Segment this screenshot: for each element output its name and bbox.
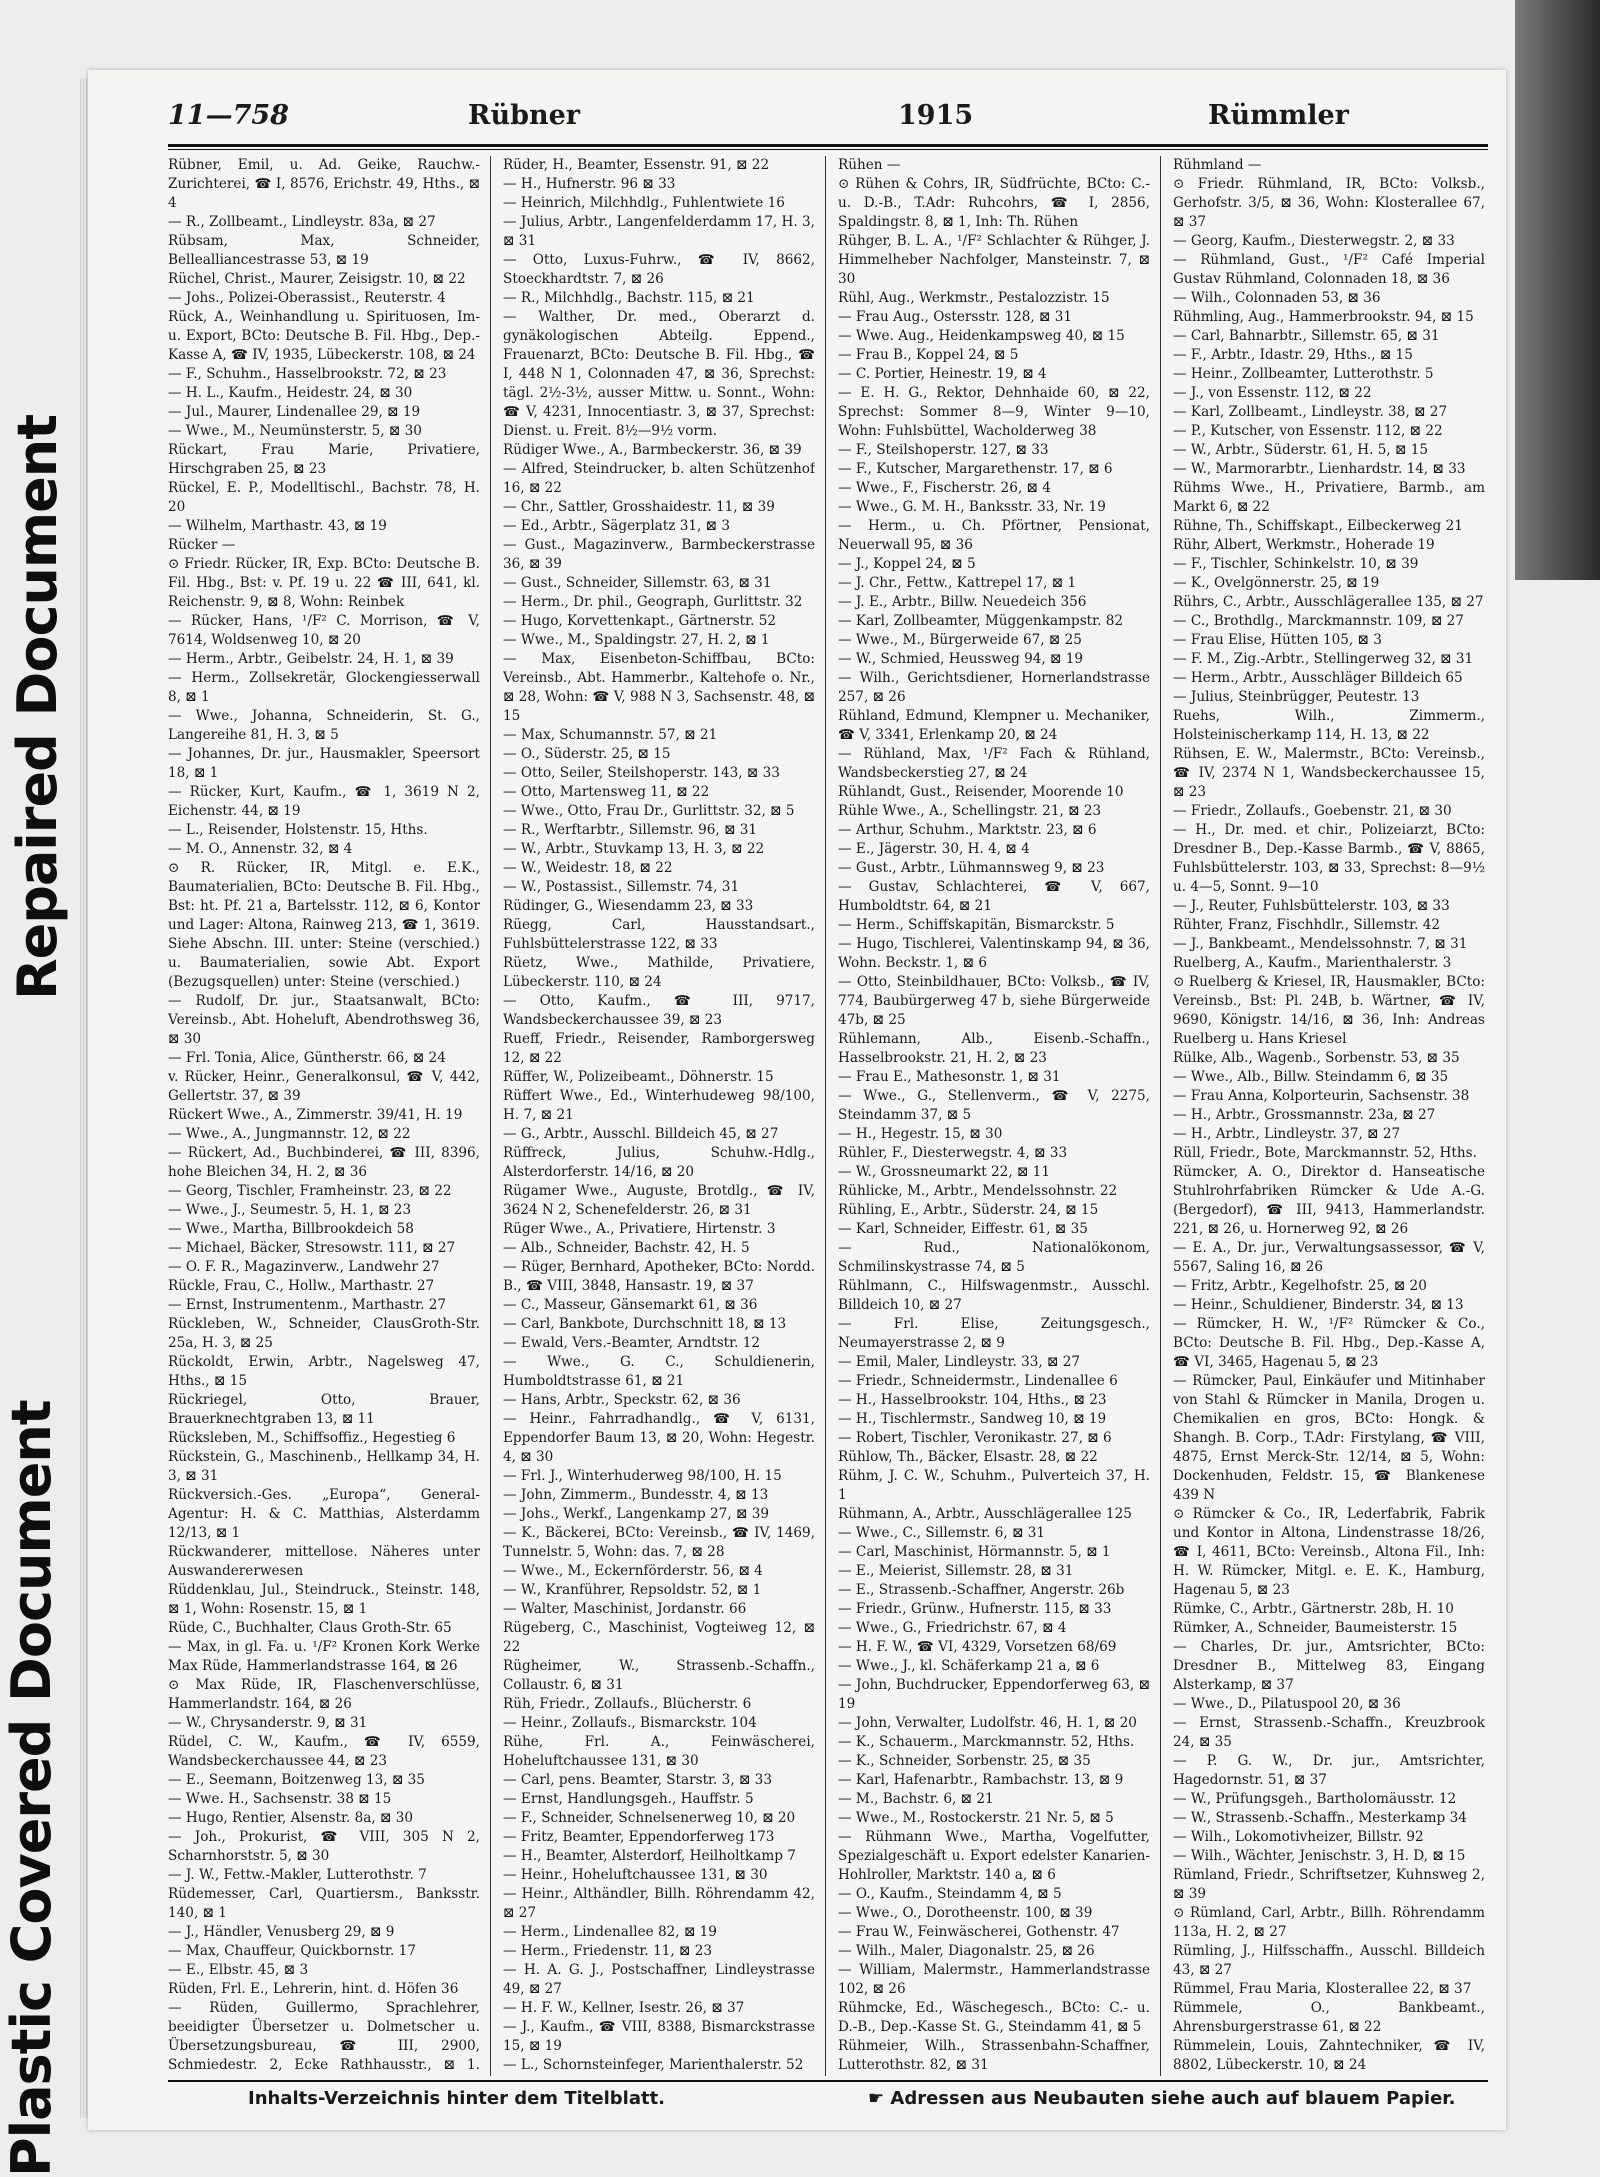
directory-entry: Rühter, Franz, Fischhdlr., Sillemstr. 42 [1173, 917, 1441, 933]
directory-entry: — Herm., Dr. phil., Geograph, Gurlittstr. 32 [503, 594, 803, 610]
directory-entry: — Otto, Kaufm., ☎ III, 9717, Wandsbeckerchaussee 39, ⊠ 23 [503, 993, 815, 1028]
directory-entry: — M., Bachstr. 6, ⊠ 21 [838, 1791, 994, 1807]
directory-entry: — Rümcker, Paul, Einkäufer und Mitinhaber von Stahl & Rümcker in Manila, Drogen u. Chemikalien en gros, BCto: Hongk. & Shangh. B. Corp., T.Adr: Firstylang, ☎ VIII, 4875, Ernst Merck-Str. 12/14, ⊠ 5, Wohn: Dockenhuden, Feldstr. 15, ☎ Blankenese 439 N [1173, 1373, 1485, 1503]
directory-entry: — Frl. Elise, Zeitungsgesch., Neumayerstrasse 2, ⊠ 9 [838, 1316, 1150, 1351]
directory-entry: — L., Reisender, Holstenstr. 15, Hths. [168, 822, 428, 838]
directory-entry: Rümland, Friedr., Schriftsetzer, Kuhnsweg 2, ⊠ 39 [1173, 1867, 1485, 1902]
directory-entry: Ruelberg, A., Kaufm., Marienthalerstr. 3 [1173, 955, 1452, 971]
directory-entry: Ruehs, Wilh., Zimmerm., Holsteinischerkamp 114, H. 13, ⊠ 22 [1173, 708, 1485, 743]
directory-entry: ⊙ Friedr. Rühmland, IR, BCto: Volksb., Gerhofstr. 3/5, ⊠ 36, Wohn: Klosterallee 67, ⊠ 37 [1173, 176, 1485, 230]
first-entry-heading: Rübner [468, 100, 580, 131]
directory-entry: Rühl, Aug., Werkmstr., Pestalozzistr. 15 [838, 290, 1110, 306]
directory-entry: — P., Kutscher, von Essenstr. 112, ⊠ 22 [1173, 423, 1443, 439]
directory-entry: — Herm., Arbtr., Ausschläger Billdeich 65 [1173, 670, 1463, 686]
directory-entry: — Wwe., C., Sillemstr. 6, ⊠ 31 [838, 1525, 1046, 1541]
directory-entry: — R., Milchhdlg., Bachstr. 115, ⊠ 21 [503, 290, 755, 306]
directory-entry: — Hugo, Rentier, Alsenstr. 8a, ⊠ 30 [168, 1810, 414, 1826]
directory-entry: — W., Postassist., Sillemstr. 74, 31 [503, 879, 740, 895]
footer-index-note: Inhalts-Verzeichnis hinter dem Titelblatt. [248, 2088, 666, 2109]
directory-entry: — Alb., Schneider, Bachstr. 42, H. 5 [503, 1240, 750, 1256]
directory-entry: Rüdel, C. W., Kaufm., ☎ IV, 6559, Wandsbeckerchaussee 44, ⊠ 23 [168, 1734, 480, 1769]
column-3 [838, 156, 1150, 2076]
directory-entry: Rühr, Albert, Werkmstr., Hoherade 19 [1173, 537, 1435, 553]
page-number: 11—758 [168, 100, 289, 131]
directory-entry: — F., Steilshoperstr. 127, ⊠ 33 [838, 442, 1049, 458]
directory-entry: Rückoldt, Erwin, Arbtr., Nagelsweg 47, Hths., ⊠ 15 [168, 1354, 480, 1389]
directory-entry: — E. H. G., Rektor, Dehnhaide 60, ⊠ 22, Sprechst: Sommer 8—9, Winter 9—10, Wohn: Fuhlsbüttel, Wacholderweg 38 [838, 385, 1150, 439]
directory-entry: Rümke, C., Arbtr., Gärtnerstr. 28b, H. 10 [1173, 1601, 1454, 1617]
directory-entry: Rückart, Frau Marie, Privatiere, Hirschgraben 25, ⊠ 23 [168, 442, 480, 477]
directory-entry: Rüh, Friedr., Zollaufs., Blücherstr. 6 [503, 1696, 752, 1712]
directory-entry: Rühling, E., Arbtr., Süderstr. 24, ⊠ 15 [838, 1202, 1099, 1218]
column-2 [503, 156, 815, 2076]
directory-entry: — Heinr., Hoheluftchaussee 131, ⊠ 30 [503, 1867, 768, 1883]
directory-entry: Rüddenklau, Jul., Steindruck., Steinstr. 148, ⊠ 1, Wohn: Rosenstr. 15, ⊠ 1 [168, 1582, 480, 1617]
directory-entry: — Wwe., J., Seumestr. 5, H. 1, ⊠ 23 [168, 1202, 412, 1218]
directory-entry: ⊙ Rümland, Carl, Arbtr., Billh. Röhrendamm 113a, H. 2, ⊠ 27 [1173, 1905, 1485, 1940]
directory-entry: Rührs, C., Arbtr., Ausschlägerallee 135, ⊠ 27 [1173, 594, 1484, 610]
directory-entry: — Carl, pens. Beamter, Starstr. 3, ⊠ 33 [503, 1772, 772, 1788]
header-rule [168, 144, 1488, 147]
directory-entry: Rüffer, W., Polizeibeamt., Döhnerstr. 15 [503, 1069, 774, 1085]
directory-entry: — K., Schneider, Sorbenstr. 25, ⊠ 35 [838, 1753, 1091, 1769]
directory-entry: — W., Marmorarbtr., Lienhardstr. 14, ⊠ 33 [1173, 461, 1466, 477]
directory-entry: — W., Chrysanderstr. 9, ⊠ 31 [168, 1715, 368, 1731]
directory-entry: — Rühland, Max, ¹/F² Fach & Rühland, Wandsbeckerstieg 27, ⊠ 24 [838, 746, 1150, 781]
directory-entry: Rückle, Frau, C., Hollw., Marthastr. 27 [168, 1278, 435, 1294]
directory-entry: — Fritz, Beamter, Eppendorferweg 173 [503, 1829, 775, 1845]
directory-entry: — Heinr., Fahrradhandlg., ☎ V, 6131, Eppendorfer Baum 13, ⊠ 20, Wohn: Hegestr. 4, ⊠ 30 [503, 1411, 815, 1465]
directory-entry: — Friedr., Zollaufs., Goebenstr. 21, ⊠ 30 [1173, 803, 1452, 819]
directory-entry: — W., Kranführer, Repsoldstr. 52, ⊠ 1 [503, 1582, 762, 1598]
directory-entry: — H., Hasselbrookstr. 104, Hths., ⊠ 23 [838, 1392, 1107, 1408]
directory-entry: — Heinr., Zollaufs., Bismarckstr. 104 [503, 1715, 757, 1731]
directory-entry: Rühmeier, Wilh., Strassenbahn-Schaffner, Lutterothstr. 82, ⊠ 31 [838, 2038, 1150, 2073]
directory-entry: — H., Arbtr., Grossmannstr. 23a, ⊠ 27 [1173, 1107, 1436, 1123]
directory-entry: Rümmel, Frau Maria, Klosterallee 22, ⊠ 37 [1173, 1981, 1472, 1997]
directory-entry: — Wwe., G., Friedrichstr. 67, ⊠ 4 [838, 1620, 1067, 1636]
directory-entry: — Friedr., Schneidermstr., Lindenallee 6 [838, 1373, 1118, 1389]
directory-entry: — K., Ovelgönnerstr. 25, ⊠ 19 [1173, 575, 1380, 591]
directory-year: 1915 [898, 100, 974, 131]
directory-entry: — Rühmann Wwe., Martha, Vogelfutter, Spezialgeschäft u. Export edelster Kanarien-Hohlroller, Marktstr. 140 a, ⊠ 6 [838, 1829, 1150, 1883]
directory-entry: — Herm., Zollsekretär, Glockengiesserwall 8, ⊠ 1 [168, 670, 480, 705]
directory-entry: — Julius, Arbtr., Langenfelderdamm 17, H. 3, ⊠ 31 [503, 214, 815, 249]
directory-entry: — Heinr., Zollbeamter, Lutterothstr. 5 [1173, 366, 1434, 382]
directory-entry: — Heinr., Schuldiener, Binderstr. 34, ⊠ 13 [1173, 1297, 1464, 1313]
directory-entry: Rühland, Edmund, Klempner u. Mechaniker, ☎ V, 3341, Erlenkamp 20, ⊠ 24 [838, 708, 1150, 743]
directory-entry: — Wwe., M., Eckernförderstr. 56, ⊠ 4 [503, 1563, 763, 1579]
directory-entry: Rüde, C., Buchhalter, Claus Groth-Str. 65 [168, 1620, 452, 1636]
directory-entry: Rümker, A., Schneider, Baumeisterstr. 15 [1173, 1620, 1458, 1636]
directory-entry: — F., Schuhm., Hasselbrookstr. 72, ⊠ 23 [168, 366, 447, 382]
page-footer [168, 2080, 1488, 2109]
entry-columns [168, 156, 1488, 2076]
directory-entry: — Gust., Schneider, Sillemstr. 63, ⊠ 31 [503, 575, 772, 591]
directory-entry: Rühms Wwe., H., Privatiere, Barmb., am Markt 6, ⊠ 22 [1173, 480, 1485, 515]
directory-entry: ⊙ Ruelberg & Kriesel, IR, Hausmakler, BCto: Vereinsb., Bst: Pl. 24B, b. Wärtner, ☎ IV, 9690, Königstr. 14/16, ⊠ 36, Inh: Andreas Ruelberg u. Hans Kriesel [1173, 974, 1485, 1047]
directory-entry: Rühlmann, C., Hilfswagenmstr., Ausschl. Billdeich 10, ⊠ 27 [838, 1278, 1150, 1313]
directory-entry: — Rüger, Bernhard, Apotheker, BCto: Nordd. B., ☎ VIII, 3848, Hansastr. 19, ⊠ 37 [503, 1259, 815, 1294]
directory-entry: — H., Hegestr. 15, ⊠ 30 [838, 1126, 1003, 1142]
directory-entry: — Walther, Dr. med., Oberarzt d. gynäkologischen Abteilg. Eppend., Frauenarzt, BCto: Deutsche B. Fil. Hbg., ☎ I, 448 N 1, Colonnaden 47, ⊠ 36, Sprechst: tägl. 2½-3½, ausser Mittw. u. Sonnt., Wohn: ☎ V, 4231, Innocentiastr. 3, ⊠ 37, Sprechst: Dienst. u. Freit. 8½—9½ vorm. [503, 309, 815, 439]
directory-entry: — Otto, Steinbildhauer, BCto: Volksb., ☎ IV, 774, Baubürgerweg 47 b, siehe Bürgerweide 47b, ⊠ 25 [838, 974, 1150, 1028]
directory-entry: Rüder, H., Beamter, Essenstr. 91, ⊠ 22 [503, 157, 770, 173]
directory-entry: — H., Hufnerstr. 96 ⊠ 33 [503, 176, 676, 192]
directory-entry: — O., Kaufm., Steindamm 4, ⊠ 5 [838, 1886, 1062, 1902]
directory-entry: — Hugo, Korvettenkapt., Gärtnerstr. 52 [503, 613, 777, 629]
directory-entry: — C., Brothdlg., Marckmannstr. 109, ⊠ 27 [1173, 613, 1464, 629]
directory-entry: Rühsen, E. W., Malermstr., BCto: Vereinsb., ☎ IV, 2374 N 1, Wandsbeckerchaussee 15, ⊠ 23 [1173, 746, 1485, 800]
directory-entry: — J., von Essenstr. 112, ⊠ 22 [1173, 385, 1372, 401]
directory-entry: — Wwe., Alb., Billw. Steindamm 6, ⊠ 35 [1173, 1069, 1449, 1085]
directory-entry: Rückert Wwe., A., Zimmerstr. 39/41, H. 19 [168, 1107, 463, 1123]
directory-entry: Rühe, Frl. A., Feinwäscherei, Hoheluftchaussee 131, ⊠ 30 [503, 1734, 815, 1769]
directory-entry: — J., Koppel 24, ⊠ 5 [838, 556, 976, 572]
directory-entry: — Max, Schumannstr. 57, ⊠ 21 [503, 727, 718, 743]
directory-entry: — Herm., Friedenstr. 11, ⊠ 23 [503, 1943, 713, 1959]
directory-entry: — Frau Anna, Kolporteurin, Sachsenstr. 38 [1173, 1088, 1470, 1104]
directory-entry: Rückriegel, Otto, Brauer, Brauerknechtgraben 13, ⊠ 11 [168, 1392, 480, 1427]
directory-entry: — Charles, Dr. jur., Amtsrichter, BCto: Dresdner B., Mittelweg 83, Eingang Alsterkamp, ⊠ 37 [1173, 1639, 1485, 1693]
directory-entry: Rück, A., Weinhandlung u. Spirituosen, Im- u. Export, BCto: Deutsche B. Fil. Hbg., Dep.-Kasse A, ☎ IV, 1935, Lübeckerstr. 108, ⊠ 24 [168, 309, 480, 363]
column-divider [1160, 156, 1161, 2076]
directory-entry: — Wilh., Wächter, Jenischstr. 3, H. D, ⊠ 15 [1173, 1848, 1466, 1864]
directory-entry: — W., Strassenb.-Schaffn., Mesterkamp 34 [1173, 1810, 1467, 1826]
directory-entry: — Otto, Luxus-Fuhrw., ☎ IV, 8662, Stoeckhardtstr. 7, ⊠ 26 [503, 252, 815, 287]
directory-entry: — F., Tischler, Schinkelstr. 10, ⊠ 39 [1173, 556, 1419, 572]
directory-entry: — Wilh., Maler, Diagonalstr. 25, ⊠ 26 [838, 1943, 1095, 1959]
directory-entry: — William, Malermstr., Hammerlandstrasse 102, ⊠ 26 [838, 1962, 1150, 1997]
directory-entry: — Fritz, Arbtr., Kegelhofstr. 25, ⊠ 20 [1173, 1278, 1427, 1294]
directory-entry: — H., Dr. med. et chir., Polizeiarzt, BCto: Dresdner B., Dep.-Kasse Barmb., ☎ V, 8865, Fuhlsbüttelerstr. 103, ⊠ 33, Sprechst: 8—9½ u. 4—5, Sonnt. 9—10 [1173, 822, 1485, 895]
directory-entry: — M. O., Annenstr. 32, ⊠ 4 [168, 841, 353, 857]
directory-entry: Rühger, B. L. A., ¹/F² Schlachter & Rühger, J. Himmelheber Nachfolger, Mansteinstr. 7, ⊠ 30 [838, 233, 1150, 287]
directory-entry: — R., Werftarbtr., Sillemstr. 96, ⊠ 31 [503, 822, 758, 838]
directory-entry: Rühlow, Th., Bäcker, Elsastr. 28, ⊠ 22 [838, 1449, 1098, 1465]
directory-entry: — Frl. J., Winterhuderweg 98/100, H. 15 [503, 1468, 782, 1484]
directory-entry: — J., Kaufm., ☎ VIII, 8388, Bismarckstrasse 15, ⊠ 19 [503, 2019, 815, 2054]
directory-entry: Rübner, Emil, u. Ad. Geike, Rauchw.-Zurichterei, ☎ I, 8576, Erichstr. 49, Hths., ⊠ 4 [168, 157, 480, 211]
directory-entry: — Julius, Steinbrügger, Peutestr. 13 [1173, 689, 1420, 705]
directory-entry: — E., Meierist, Sillemstr. 28, ⊠ 31 [838, 1563, 1074, 1579]
directory-entry [1173, 2075, 1485, 2076]
directory-entry: Rümmele, O., Bankbeamt., Ahrensburgerstrasse 61, ⊠ 22 [1173, 2000, 1485, 2035]
directory-entry: — Rüden, Guillermo, Sprachlehrer, beeidigter Übersetzer u. Dolmetscher u. Übersetzungsbureau, ☎ III, 2900, Schmiedestr. 2, Ecke Rathhausstr., ⊠ 1. [168, 2000, 480, 2073]
directory-entry: — Wwe., A., Jungmannstr. 12, ⊠ 22 [168, 1126, 411, 1142]
directory-entry: — Otto, Seiler, Steilshoperstr. 143, ⊠ 33 [503, 765, 780, 781]
directory-entry: — Chr., Sattler, Grosshaidestr. 11, ⊠ 39 [503, 499, 775, 515]
directory-entry: — Heinrich, Milchhdlg., Fuhlentwiete 16 [503, 195, 785, 211]
directory-entry: — Gust., Magazinverw., Barmbeckerstrasse 36, ⊠ 39 [503, 537, 815, 572]
directory-entry: — Rücker, Kurt, Kaufm., ☎ 1, 3619 N 2, Eichenstr. 44, ⊠ 19 [168, 784, 480, 819]
page-header [168, 100, 1468, 144]
directory-entry: — Rückert, Ad., Buchbinderei, ☎ III, 8396, hohe Bleichen 34, H. 2, ⊠ 36 [168, 1145, 480, 1180]
directory-entry: ⊙ R. Rücker, IR, Mitgl. e. E.K., Baumaterialien, BCto: Deutsche B. Fil. Hbg., Bst: ht. Pf. 21 a, Bartelsstr. 112, ⊠ 6, Kontor und Lager: Altona, Rainweg 213, ☎ 1, 3619. Siehe Abschn. III. unter: Steine (verschied.) u. Baumaterialien, sowie Abt. Export (Bezugsquellen) unter: Steine (verschied.) [168, 860, 480, 990]
directory-entry: — Wwe., G. M. H., Banksstr. 33, Nr. 19 [838, 499, 1106, 515]
directory-entry: — Johannes, Dr. jur., Hausmakler, Speersort 18, ⊠ 1 [168, 746, 480, 781]
directory-entry: Rüffreck, Julius, Schuhw.-Hdlg., Alsterdorferstr. 14/16, ⊠ 20 [503, 1145, 815, 1180]
directory-entry: — F. M., Zig.-Arbtr., Stellingerweg 32, ⊠ 31 [1173, 651, 1474, 667]
directory-entry: — Michael, Bäcker, Stresowstr. 111, ⊠ 27 [168, 1240, 456, 1256]
header-rule-thin [168, 149, 1488, 150]
directory-entry: — W., Arbtr., Stuvkamp 13, H. 3, ⊠ 22 [503, 841, 765, 857]
directory-entry: — Rücker, Hans, ¹/F² C. Morrison, ☎ V, 7614, Woldsenweg 10, ⊠ 20 [168, 613, 480, 648]
directory-entry: Rühler, F., Diesterwegstr. 4, ⊠ 33 [838, 1145, 1068, 1161]
directory-entry: — John, Buchdrucker, Eppendorferweg 63, ⊠ 19 [838, 1677, 1150, 1712]
directory-entry: — J. Chr., Fettw., Kattrepel 17, ⊠ 1 [838, 575, 1077, 591]
directory-entry: — Alfred, Steindrucker, b. alten Schützenhof 16, ⊠ 22 [503, 461, 815, 496]
directory-entry: — Wilh., Gerichtsdiener, Hornerlandstrasse 257, ⊠ 26 [838, 670, 1150, 705]
directory-page [88, 70, 1506, 2130]
directory-entry: — J., Händler, Venusberg 29, ⊠ 9 [168, 1924, 395, 1940]
directory-entry: Rühne, Th., Schiffskapt., Eilbeckerweg 21 [1173, 518, 1463, 534]
directory-entry: — Frau W., Feinwäscherei, Gothenstr. 47 [838, 1924, 1120, 1940]
directory-entry: Rühen — [838, 157, 901, 173]
directory-entry: — Walter, Maschinist, Jordanstr. 66 [503, 1601, 747, 1617]
directory-entry: ⊙ Rühen & Cohrs, IR, Südfrüchte, BCto: C.- u. D.-B., T.Adr: Ruhcohrs, ☎ I, 2856, Spaldingstr. 8, ⊠ 1, Inh: Th. Rühen [838, 176, 1150, 230]
directory-entry: Rückversich.-Ges. „Europa“, General-Agentur: H. & C. Matthias, Alsterdamm 12/13, ⊠ 1 [168, 1487, 480, 1541]
directory-entry: — Max, Chauffeur, Quickbornstr. 17 [168, 1943, 416, 1959]
column-divider [490, 156, 491, 2076]
directory-entry: Rühlandt, Gust., Reisender, Moorende 10 [838, 784, 1124, 800]
directory-entry: — J. W., Fettw.-Makler, Lutterothstr. 7 [168, 1867, 427, 1883]
directory-entry: — Frau Elise, Hütten 105, ⊠ 3 [1173, 632, 1382, 648]
directory-entry: — Arthur, Schuhm., Marktstr. 23, ⊠ 6 [838, 822, 1097, 838]
directory-entry: Rümling, J., Hilfsschaffn., Ausschl. Billdeich 43, ⊠ 27 [1173, 1943, 1485, 1978]
column-4 [1173, 156, 1485, 2076]
directory-entry: — C., Masseur, Gänsemarkt 61, ⊠ 36 [503, 1297, 758, 1313]
directory-entry: Rüdemesser, Carl, Quartiersm., Banksstr. 140, ⊠ 1 [168, 1886, 480, 1921]
directory-entry: — Wwe., F., Fischerstr. 26, ⊠ 4 [838, 480, 1051, 496]
directory-entry: ⊙ Rümcker & Co., IR, Lederfabrik, Fabrik und Kontor in Altona, Lindenstrasse 18/26, ☎ I, 4611, BCto: Vereinsb., Altona Fil., Inh: H. W. Rümcker, Mitgl. e. E. K., Hamburg, Hagenau 5, ⊠ 23 [1173, 1506, 1485, 1598]
directory-entry: — O. F. R., Magazinverw., Landwehr 27 [168, 1259, 440, 1275]
directory-entry: — Georg, Kaufm., Diesterwegstr. 2, ⊠ 33 [1173, 233, 1455, 249]
directory-entry: — O., Süderstr. 25, ⊠ 15 [503, 746, 671, 762]
directory-entry: — Wilh., Lokomotivheizer, Billstr. 92 [1173, 1829, 1424, 1845]
directory-entry: — F., Schneider, Schnelsenerweg 10, ⊠ 20 [503, 1810, 796, 1826]
directory-entry [838, 2075, 1150, 2076]
directory-entry: — H., Beamter, Alsterdorf, Heilholtkamp 7 [503, 1848, 796, 1864]
directory-entry: Rügamer Wwe., Auguste, Brotdlg., ☎ IV, 3624 N 2, Schenefelderstr. 26, ⊠ 31 [503, 1183, 815, 1218]
directory-entry: — Karl, Schneider, Eiffestr. 61, ⊠ 35 [838, 1221, 1088, 1237]
directory-entry: — Wwe., M., Spaldingstr. 27, H. 2, ⊠ 1 [503, 632, 770, 648]
directory-entry: — Emil, Maler, Lindleystr. 33, ⊠ 27 [838, 1354, 1081, 1370]
directory-entry: Rühmann, A., Arbtr., Ausschlägerallee 125 [838, 1506, 1132, 1522]
directory-entry: — Ewald, Vers.-Beamter, Arndtstr. 12 [503, 1335, 761, 1351]
directory-entry: — H. A. G. J., Postschaffner, Lindleystrasse 49, ⊠ 27 [503, 1962, 815, 1997]
directory-entry: — Max, Eisenbeton-Schiffbau, BCto: Vereinsb., Abt. Hammerbr., Kaltehofe o. Nr., ⊠ 28, Wohn: ☎ V, 988 N 3, Sachsenstr. 48, ⊠ 15 [503, 651, 815, 724]
directory-entry: — Max, in gl. Fa. u. ¹/F² Kronen Kork Werke Max Rüde, Hammerlandstrasse 164, ⊠ 26 [168, 1639, 480, 1674]
directory-entry: — Wwe., M., Bürgerweide 67, ⊠ 25 [838, 632, 1082, 648]
directory-entry: — Herm., Arbtr., Geibelstr. 24, H. 1, ⊠ 39 [168, 651, 454, 667]
directory-entry: — Johs., Werkf., Langenkamp 27, ⊠ 39 [503, 1506, 769, 1522]
directory-entry: — Wwe., Martha, Billbrookdeich 58 [168, 1221, 414, 1237]
column-divider [825, 156, 826, 2076]
directory-entry: Rühmcke, Ed., Wäschegesch., BCto: C.- u. D.-B., Dep.-Kasse St. G., Steindamm 41, ⊠ 5 [838, 2000, 1150, 2035]
footer-new-buildings-note: ☛ Adressen aus Neubauten siehe auch auf blauem Papier. [868, 2088, 1456, 2109]
scanner-edge [1515, 0, 1600, 580]
directory-entry: — Joh., Prokurist, ☎ VIII, 305 N 2, Scharnhorststr. 5, ⊠ 30 [168, 1829, 480, 1864]
directory-entry: — Jul., Maurer, Lindenallee 29, ⊠ 19 [168, 404, 421, 420]
directory-entry: — Rümcker, H. W., ¹/F² Rümcker & Co., BCto: Deutsche B. Fil. Hbg., Dep.-Kasse A, ☎ VI, 3465, Hagenau 5, ⊠ 23 [1173, 1316, 1485, 1370]
directory-entry: — Hans, Arbtr., Speckstr. 62, ⊠ 36 [503, 1392, 741, 1408]
directory-entry: — Herm., Lindenallee 82, ⊠ 19 [503, 1924, 717, 1940]
directory-entry: — Gustav, Schlachterei, ☎ V, 667, Humboldtstr. 64, ⊠ 21 [838, 879, 1150, 914]
directory-entry: — Rud., Nationalökonom, Schmilinskystrasse 74, ⊠ 5 [838, 1240, 1150, 1275]
directory-entry: Rückleben, W., Schneider, ClausGroth-Str. 25a, H. 3, ⊠ 25 [168, 1316, 480, 1351]
directory-entry: — E., Elbstr. 45, ⊠ 3 [168, 1962, 309, 1978]
directory-entry: Rueff, Friedr., Reisender, Ramborgersweg 12, ⊠ 22 [503, 1031, 815, 1066]
directory-entry: v. Rücker, Heinr., Generalkonsul, ☎ V, 442, Gellertstr. 37, ⊠ 39 [168, 1069, 480, 1104]
directory-entry: Rücksleben, M., Schiffsoffiz., Hegestieg 6 [168, 1430, 456, 1446]
directory-entry: Rümcker, A. O., Direktor d. Hanseatische Stuhlrohrfabriken Rümcker & Ude A.-G. (Bergedorf), ☎ III, 9413, Hammerlandstr. 221, ⊠ 26, u. Hornerweg 92, ⊠ 26 [1173, 1164, 1485, 1237]
directory-entry: — Wwe. Aug., Heidenkampsweg 40, ⊠ 15 [838, 328, 1125, 344]
directory-entry: — E. A., Dr. jur., Verwaltungsassessor, ☎ V, 5567, Saling 16, ⊠ 26 [1173, 1240, 1485, 1275]
directory-entry: Rüegg, Carl, Hausstandsart., Fuhlsbüttelerstrasse 122, ⊠ 33 [503, 917, 815, 952]
directory-entry: — Wwe., M., Rostockerstr. 21 Nr. 5, ⊠ 5 [838, 1810, 1114, 1826]
directory-entry: Rüger Wwe., A., Privatiere, Hirtenstr. 3 [503, 1221, 776, 1237]
directory-entry: Rülke, Alb., Wagenb., Sorbenstr. 53, ⊠ 35 [1173, 1050, 1460, 1066]
directory-entry: — Otto, Martensweg 11, ⊠ 22 [503, 784, 710, 800]
directory-entry: Rügeberg, C., Maschinist, Vogteiweg 12, ⊠ 22 [503, 1620, 815, 1655]
directory-entry: — Rudolf, Dr. jur., Staatsanwalt, BCto: Vereinsb., Abt. Hoheluft, Abendrothsweg 36, ⊠ 30 [168, 993, 480, 1047]
directory-entry: Rühlicke, M., Arbtr., Mendelssohnstr. 22 [838, 1183, 1118, 1199]
directory-entry: — R., Zollbeamt., Lindleystr. 83a, ⊠ 27 [168, 214, 436, 230]
directory-entry: Rühle Wwe., A., Schellingstr. 21, ⊠ 23 [838, 803, 1102, 819]
directory-entry: — Wwe., G., Stellenverm., ☎ V, 2275, Steindamm 37, ⊠ 5 [838, 1088, 1150, 1123]
directory-entry: — Gust., Arbtr., Lühmannsweg 9, ⊠ 23 [838, 860, 1105, 876]
directory-entry: — Frau Aug., Ostersstr. 128, ⊠ 31 [838, 309, 1073, 325]
directory-entry: Rücker — [168, 537, 236, 553]
directory-entry: — W., Schmied, Heussweg 94, ⊠ 19 [838, 651, 1084, 667]
directory-entry: — Rühmland, Gust., ¹/F² Café Imperial Gustav Rühmland, Colonnaden 18, ⊠ 36 [1173, 252, 1485, 287]
directory-entry: Rübsam, Max, Schneider, Bellealliancestrasse 53, ⊠ 19 [168, 233, 480, 268]
directory-entry: — Wwe., M., Neumünsterstr. 5, ⊠ 30 [168, 423, 422, 439]
directory-entry: Rüdinger, G., Wiesendamm 23, ⊠ 33 [503, 898, 754, 914]
directory-entry: — H. F. W., Kellner, Isestr. 26, ⊠ 37 [503, 2000, 745, 2016]
directory-entry: Rügheimer, W., Strassenb.-Schaffn., Collaustr. 6, ⊠ 31 [503, 1658, 815, 1693]
directory-entry: Rückstein, G., Maschinenb., Hellkamp 34, H. 3, ⊠ 31 [168, 1449, 480, 1484]
directory-entry: — Heinr., Althändler, Billh. Röhrendamm 42, ⊠ 27 [503, 1886, 815, 1921]
directory-entry: — Hugo, Tischlerei, Valentinskamp 94, ⊠ 36, Wohn. Beckstr. 1, ⊠ 6 [838, 936, 1150, 971]
directory-entry: — K., Bäckerei, BCto: Vereinsb., ☎ IV, 1469, Tunnelstr. 5, Wohn: das. 7, ⊠ 28 [503, 1525, 815, 1560]
directory-entry: — W., Prüfungsgeh., Bartholomäusstr. 12 [1173, 1791, 1457, 1807]
directory-entry: — Wwe. H., Sachsenstr. 38 ⊠ 15 [168, 1791, 392, 1807]
directory-entry: ⊙ Friedr. Rücker, IR, Exp. BCto: Deutsche B. Fil. Hbg., Bst: v. Pf. 19 u. 22 ☎ III, 641, kl. Reichenstr. 9, ⊠ 8, Wohn: Reinbek [168, 556, 480, 610]
directory-entry: — H. L., Kaufm., Heidestr. 24, ⊠ 30 [168, 385, 413, 401]
directory-entry: Rümmelein, Louis, Zahntechniker, ☎ IV, 8802, Lübeckerstr. 10, ⊠ 24 [1173, 2038, 1485, 2073]
directory-entry: — Frau B., Koppel 24, ⊠ 5 [838, 347, 1019, 363]
directory-entry: — W., Arbtr., Süderstr. 61, H. 5, ⊠ 15 [1173, 442, 1429, 458]
directory-entry: Rüchel, Christ., Maurer, Zeisigstr. 10, ⊠ 22 [168, 271, 466, 287]
directory-entry: — Frl. Tonia, Alice, Güntherstr. 66, ⊠ 24 [168, 1050, 446, 1066]
directory-entry: Rückwanderer, mittellose. Näheres unter Auswandererwesen [168, 1544, 480, 1579]
directory-entry: — Karl, Zollbeamter, Müggenkampstr. 82 [838, 613, 1124, 629]
directory-entry: Rühlemann, Alb., Eisenb.-Schaffn., Hasselbrookstr. 21, H. 2, ⊠ 23 [838, 1031, 1150, 1066]
side-label-repaired: Repaired Document [6, 414, 69, 1000]
column-1 [168, 156, 480, 2076]
directory-entry: — Johs., Polizei-Oberassist., Reuterstr. 4 [168, 290, 446, 306]
directory-entry: — Wwe., O., Dorotheenstr. 100, ⊠ 39 [838, 1905, 1093, 1921]
directory-entry: — Herm., Schiffskapitän, Bismarckstr. 5 [838, 917, 1115, 933]
directory-entry: — Frau E., Mathesonstr. 1, ⊠ 31 [838, 1069, 1061, 1085]
directory-entry: ⊙ Max Rüde, IR, Flaschenverschlüsse, Hammerlandstr. 164, ⊠ 26 [168, 1677, 480, 1712]
directory-entry: — E., Strassenb.-Schaffner, Angerstr. 26b [838, 1582, 1125, 1598]
last-entry-heading: Rümmler [1208, 100, 1349, 131]
directory-entry: — E., Jägerstr. 30, H. 4, ⊠ 4 [838, 841, 1030, 857]
directory-entry: — Wwe., Johanna, Schneiderin, St. G., Langereihe 81, H. 3, ⊠ 5 [168, 708, 480, 743]
directory-entry: Rüll, Friedr., Bote, Marckmannstr. 52, Hths. [1173, 1145, 1477, 1161]
directory-entry: — John, Zimmerm., Bundesstr. 4, ⊠ 13 [503, 1487, 769, 1503]
directory-entry: — John, Verwalter, Ludolfstr. 46, H. 1, ⊠ 20 [838, 1715, 1137, 1731]
directory-entry [503, 2075, 815, 2076]
directory-entry: — Carl, Bahnarbtr., Sillemstr. 65, ⊠ 31 [1173, 328, 1440, 344]
directory-entry: — J. E., Arbtr., Billw. Neuedeich 356 [838, 594, 1087, 610]
directory-entry: — H. F. W., ☎ VI, 4329, Vorsetzen 68/69 [838, 1639, 1117, 1655]
directory-entry: — Robert, Tischler, Veronikastr. 27, ⊠ 6 [838, 1430, 1112, 1446]
directory-entry: — Wilh., Colonnaden 53, ⊠ 36 [1173, 290, 1381, 306]
directory-entry: — Herm., u. Ch. Pförtner, Pensionat, Neuerwall 95, ⊠ 36 [838, 518, 1150, 553]
directory-entry: — J., Reuter, Fuhlsbüttelerstr. 103, ⊠ 33 [1173, 898, 1450, 914]
directory-entry: — Wwe., D., Pilatuspool 20, ⊠ 36 [1173, 1696, 1401, 1712]
directory-entry: Rühmland — [1173, 157, 1262, 173]
directory-entry: — Friedr., Grünw., Hufnerstr. 115, ⊠ 33 [838, 1601, 1112, 1617]
directory-entry: Rückel, E. P., Modelltischl., Bachstr. 78, H. 20 [168, 480, 480, 515]
directory-entry: — J., Bankbeamt., Mendelssohnstr. 7, ⊠ 31 [1173, 936, 1468, 952]
directory-entry: — Ernst, Strassenb.-Schaffn., Kreuzbrook 24, ⊠ 35 [1173, 1715, 1485, 1750]
directory-entry: — P. G. W., Dr. jur., Amtsrichter, Hagedornstr. 51, ⊠ 37 [1173, 1753, 1485, 1788]
directory-entry: — F., Kutscher, Margarethenstr. 17, ⊠ 6 [838, 461, 1113, 477]
directory-entry: — F., Arbtr., Idastr. 29, Hths., ⊠ 15 [1173, 347, 1413, 363]
directory-entry: Rühm, J. C. W., Schuhm., Pulverteich 37, H. 1 [838, 1468, 1150, 1503]
directory-entry: — Wwe., G. C., Schuldienerin, Humboldtstrasse 61, ⊠ 21 [503, 1354, 815, 1389]
directory-entry: Rüetz, Wwe., Mathilde, Privatiere, Lübeckerstr. 110, ⊠ 24 [503, 955, 815, 990]
directory-entry: Rüdiger Wwe., A., Barmbeckerstr. 36, ⊠ 39 [503, 442, 802, 458]
directory-entry: — W., Weidestr. 18, ⊠ 22 [503, 860, 673, 876]
directory-entry: — G., Arbtr., Ausschl. Billdeich 45, ⊠ 27 [503, 1126, 779, 1142]
directory-entry: — H., Arbtr., Lindleystr. 37, ⊠ 27 [1173, 1126, 1401, 1142]
directory-entry: — L., Schornsteinfeger, Marienthalerstr. 52 [503, 2057, 804, 2073]
directory-entry: — Carl, Bankbote, Durchschnitt 18, ⊠ 13 [503, 1316, 787, 1332]
directory-entry: — Ed., Arbtr., Sägerplatz 31, ⊠ 3 [503, 518, 731, 534]
directory-entry: Rüffert Wwe., Ed., Winterhudeweg 98/100, H. 7, ⊠ 21 [503, 1088, 815, 1123]
directory-entry: Rühmling, Aug., Hammerbrookstr. 94, ⊠ 15 [1173, 309, 1474, 325]
directory-entry: — Georg, Tischler, Framheinstr. 23, ⊠ 22 [168, 1183, 452, 1199]
directory-entry: — C. Portier, Heinestr. 19, ⊠ 4 [838, 366, 1047, 382]
directory-entry: — W., Grossneumarkt 22, ⊠ 11 [838, 1164, 1050, 1180]
directory-entry: — Wilhelm, Marthastr. 43, ⊠ 19 [168, 518, 387, 534]
directory-entry: — Wwe., J., kl. Schäferkamp 21 a, ⊠ 6 [838, 1658, 1100, 1674]
directory-entry: — Carl, Maschinist, Hörmannstr. 5, ⊠ 1 [838, 1544, 1111, 1560]
directory-entry: — Karl, Zollbeamt., Lindleystr. 38, ⊠ 27 [1173, 404, 1448, 420]
directory-entry: — Wwe., Otto, Frau Dr., Gurlittstr. 32, ⊠ 5 [503, 803, 795, 819]
directory-entry: — K., Schauerm., Marckmannstr. 52, Hths. [838, 1734, 1135, 1750]
directory-entry: — Ernst, Handlungsgeh., Hauffstr. 5 [503, 1791, 754, 1807]
directory-entry: — E., Seemann, Boitzenweg 13, ⊠ 35 [168, 1772, 425, 1788]
directory-entry: — H., Tischlermstr., Sandweg 10, ⊠ 19 [838, 1411, 1107, 1427]
directory-entry: — Ernst, Instrumentenm., Marthastr. 27 [168, 1297, 447, 1313]
side-label-plastic: Plastic Covered Document [0, 1400, 63, 2177]
directory-entry: Rüden, Frl. E., Lehrerin, hint. d. Höfen 36 [168, 1981, 459, 1997]
directory-entry: — Karl, Hafenarbtr., Rambachstr. 13, ⊠ 9 [838, 1772, 1124, 1788]
